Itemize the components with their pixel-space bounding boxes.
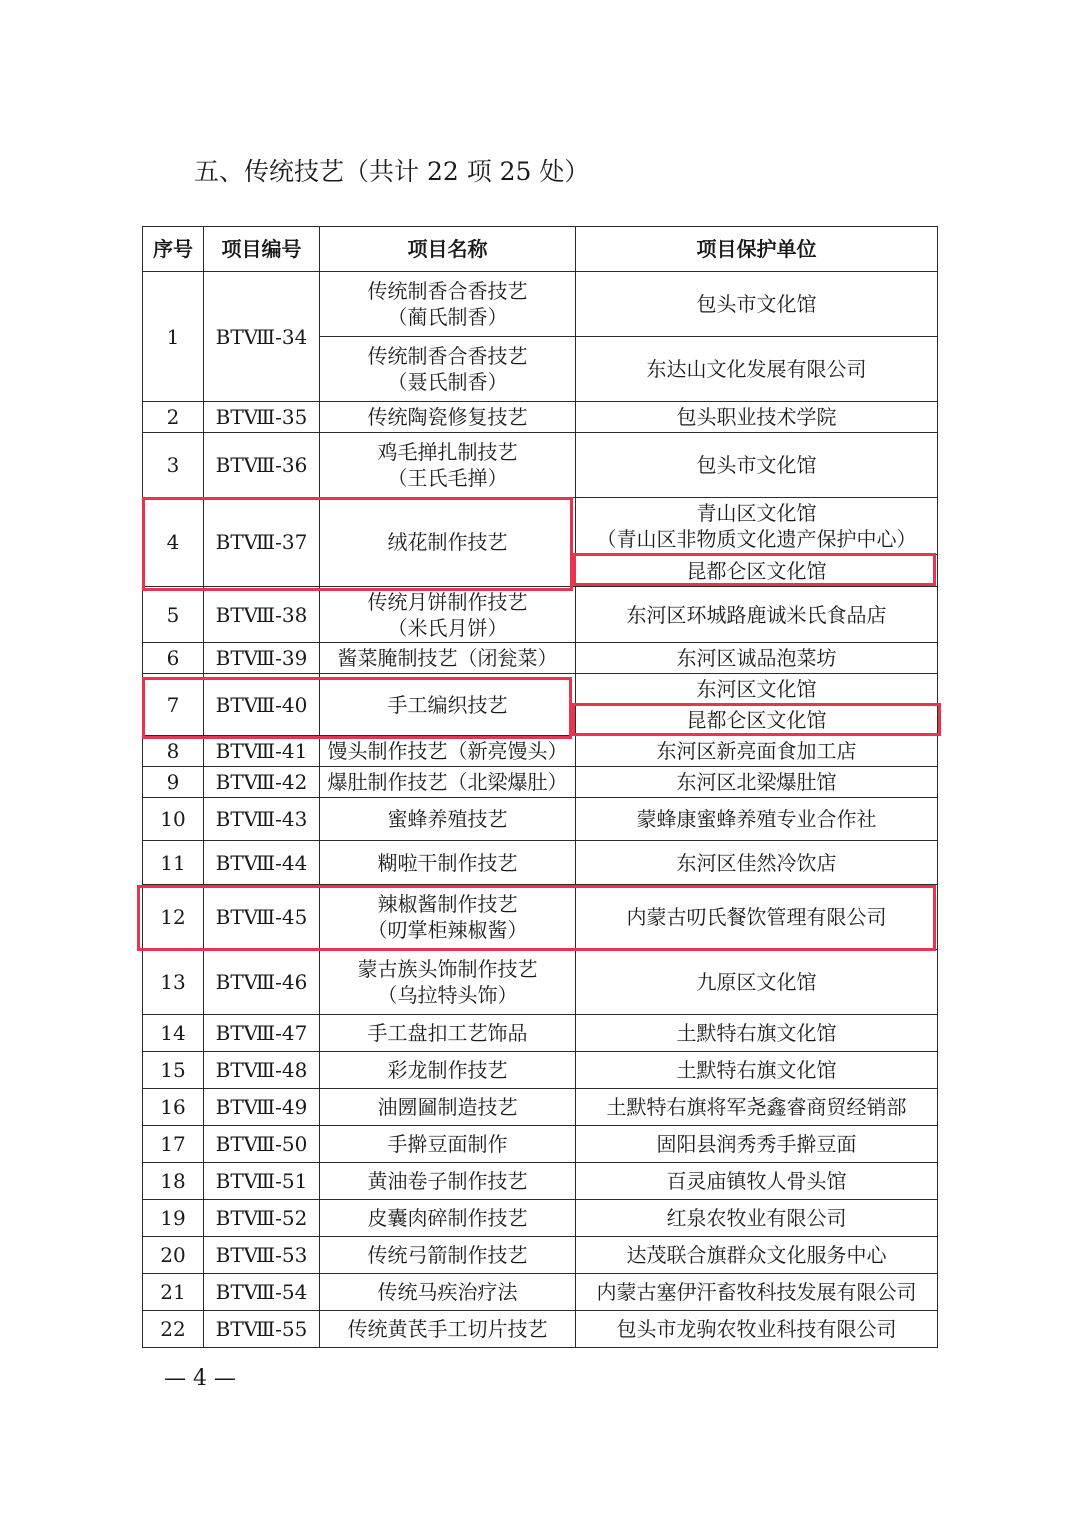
cell-name xyxy=(320,272,576,337)
cell-unit: 内蒙古叨氏餐饮管理有限公司 xyxy=(576,885,938,950)
cell-code: BTⅧ-45 xyxy=(204,885,320,950)
cell-name xyxy=(320,337,576,402)
table-row xyxy=(143,1089,938,1126)
cell-code: BTⅧ-48 xyxy=(204,1052,320,1089)
cell-seq: 10 xyxy=(143,798,204,841)
cell-name: 油圐圙制造技艺 xyxy=(320,1089,576,1126)
name-line: 传统制香合香技艺 xyxy=(367,279,528,303)
cell-name xyxy=(320,950,576,1015)
cell-code: BTⅧ-47 xyxy=(204,1015,320,1052)
cell-seq: 9 xyxy=(143,767,204,798)
cell-seq: 4 xyxy=(143,498,204,587)
cell-name: 馒头制作技艺（新亮馒头） xyxy=(320,736,576,767)
cell-name: 手工盘扣工艺饰品 xyxy=(320,1015,576,1052)
unit-line: （青山区非物质文化遗产保护中心） xyxy=(596,527,917,551)
cell-code: BTⅧ-53 xyxy=(204,1237,320,1274)
cell-name: 糊啦干制作技艺 xyxy=(320,841,576,885)
cell-unit: 昆都仑区文化馆 xyxy=(576,555,938,587)
cell-code: BTⅧ-50 xyxy=(204,1126,320,1163)
cell-seq: 15 xyxy=(143,1052,204,1089)
cell-name: 手擀豆面制作 xyxy=(320,1126,576,1163)
cell-code: BTⅧ-55 xyxy=(204,1311,320,1348)
cell-name xyxy=(320,885,576,950)
cell-seq: 20 xyxy=(143,1237,204,1274)
cell-seq: 18 xyxy=(143,1163,204,1200)
cell-seq: 5 xyxy=(143,587,204,643)
name-line: 传统月饼制作技艺 xyxy=(367,589,528,614)
cell-unit: 包头市文化馆 xyxy=(576,433,938,498)
name-line: （聂氏制香） xyxy=(387,370,508,394)
cell-seq: 13 xyxy=(143,950,204,1015)
cell-code: BTⅧ-49 xyxy=(204,1089,320,1126)
table-row xyxy=(143,1311,938,1348)
name-line: 鸡毛掸扎制技艺 xyxy=(377,440,518,464)
cell-seq: 22 xyxy=(143,1311,204,1348)
table-row xyxy=(143,1126,938,1163)
cell-name xyxy=(320,433,576,498)
cell-name: 蜜蜂养殖技艺 xyxy=(320,798,576,841)
cell-name: 爆肚制作技艺（北梁爆肚） xyxy=(320,767,576,798)
cell-unit: 土默特右旗将军尧鑫睿商贸经销部 xyxy=(576,1089,938,1126)
table-row xyxy=(143,767,938,798)
cell-code: BTⅧ-39 xyxy=(204,643,320,674)
cell-unit xyxy=(576,498,938,555)
cell-seq: 16 xyxy=(143,1089,204,1126)
cell-unit: 包头职业技术学院 xyxy=(576,402,938,433)
cell-code: BTⅧ-43 xyxy=(204,798,320,841)
cell-seq: 17 xyxy=(143,1126,204,1163)
cell-seq: 7 xyxy=(143,674,204,736)
cell-unit: 九原区文化馆 xyxy=(576,950,938,1015)
cell-seq: 11 xyxy=(143,841,204,885)
heritage-table xyxy=(142,226,938,1348)
cell-name: 传统陶瓷修复技艺 xyxy=(320,402,576,433)
unit-line: 青山区文化馆 xyxy=(696,501,817,525)
cell-unit: 东河区文化馆 xyxy=(576,674,938,705)
table-row xyxy=(143,1163,938,1200)
cell-unit: 包头市文化馆 xyxy=(576,272,938,337)
cell-unit: 东河区佳然冷饮店 xyxy=(576,841,938,885)
table-row xyxy=(143,272,938,337)
table-row xyxy=(143,674,938,705)
cell-code: BTⅧ-54 xyxy=(204,1274,320,1311)
cell-unit: 东达山文化发展有限公司 xyxy=(576,337,938,402)
table-row xyxy=(143,841,938,885)
cell-unit: 百灵庙镇牧人骨头馆 xyxy=(576,1163,938,1200)
cell-unit: 昆都仑区文化馆 xyxy=(576,705,938,736)
cell-unit: 固阳县润秀秀手擀豆面 xyxy=(576,1126,938,1163)
cell-name: 黄油卷子制作技艺 xyxy=(320,1163,576,1200)
cell-seq: 21 xyxy=(143,1274,204,1311)
cell-unit: 达茂联合旗群众文化服务中心 xyxy=(576,1237,938,1274)
cell-name: 绒花制作技艺 xyxy=(320,498,576,587)
cell-unit: 蒙蜂康蜜蜂养殖专业合作社 xyxy=(576,798,938,841)
table-row xyxy=(143,798,938,841)
table-header-row xyxy=(143,227,938,272)
header-unit: 项目保护单位 xyxy=(576,227,938,272)
cell-seq: 3 xyxy=(143,433,204,498)
cell-seq: 1 xyxy=(143,272,204,402)
cell-code: BTⅧ-41 xyxy=(204,736,320,767)
cell-name: 皮囊肉碎制作技艺 xyxy=(320,1200,576,1237)
table-row xyxy=(143,885,938,950)
cell-unit: 土默特右旗文化馆 xyxy=(576,1052,938,1089)
table-row xyxy=(143,950,938,1015)
name-line: （乌拉特头饰） xyxy=(377,983,518,1007)
cell-seq: 2 xyxy=(143,402,204,433)
cell-seq: 14 xyxy=(143,1015,204,1052)
cell-unit: 红泉农牧业有限公司 xyxy=(576,1200,938,1237)
cell-unit: 东河区新亮面食加工店 xyxy=(576,736,938,767)
name-line: （王氏毛掸） xyxy=(387,466,508,490)
name-line: 传统制香合香技艺 xyxy=(367,344,528,368)
cell-unit: 土默特右旗文化馆 xyxy=(576,1015,938,1052)
name-line: （叨掌柜辣椒酱） xyxy=(367,918,528,942)
cell-code: BTⅧ-35 xyxy=(204,402,320,433)
cell-name: 彩龙制作技艺 xyxy=(320,1052,576,1089)
cell-code: BTⅧ-52 xyxy=(204,1200,320,1237)
section-title: 五、传统技艺（共计 22 项 25 处） xyxy=(194,157,590,186)
cell-name: 手工编织技艺 xyxy=(320,674,576,736)
cell-code: BTⅧ-34 xyxy=(204,272,320,402)
cell-unit: 内蒙古塞伊汗畜牧科技发展有限公司 xyxy=(576,1274,938,1311)
cell-name: 传统马疾治疗法 xyxy=(320,1274,576,1311)
cell-code: BTⅧ-37 xyxy=(204,498,320,587)
cell-seq: 8 xyxy=(143,736,204,767)
cell-name: 传统弓箭制作技艺 xyxy=(320,1237,576,1274)
cell-name: 酱菜腌制技艺（闭瓮菜） xyxy=(320,643,576,674)
table-row xyxy=(143,1015,938,1052)
page-number: — 4 — xyxy=(164,1366,236,1391)
cell-seq: 12 xyxy=(143,885,204,950)
table-row xyxy=(143,1052,938,1089)
cell-unit: 东河区北梁爆肚馆 xyxy=(576,767,938,798)
cell-code: BTⅧ-38 xyxy=(204,587,320,643)
cell-name xyxy=(320,587,576,643)
table-row xyxy=(143,402,938,433)
cell-unit: 包头市龙驹农牧业科技有限公司 xyxy=(576,1311,938,1348)
table-row xyxy=(143,643,938,674)
table-row xyxy=(143,1237,938,1274)
cell-code: BTⅧ-36 xyxy=(204,433,320,498)
name-line: （蔺氏制香） xyxy=(387,305,508,329)
table-row xyxy=(143,736,938,767)
cell-unit: 东河区诚品泡菜坊 xyxy=(576,643,938,674)
cell-seq: 19 xyxy=(143,1200,204,1237)
name-line: （米氏月饼） xyxy=(387,615,508,640)
cell-code: BTⅧ-46 xyxy=(204,950,320,1015)
name-line: 蒙古族头饰制作技艺 xyxy=(357,957,538,981)
cell-code: BTⅧ-44 xyxy=(204,841,320,885)
cell-name: 传统黄芪手工切片技艺 xyxy=(320,1311,576,1348)
cell-unit: 东河区环城路鹿诚米氏食品店 xyxy=(576,587,938,643)
table-row xyxy=(143,498,938,555)
table-row xyxy=(143,1274,938,1311)
header-name: 项目名称 xyxy=(320,227,576,272)
header-seq: 序号 xyxy=(143,227,204,272)
cell-code: BTⅧ-51 xyxy=(204,1163,320,1200)
cell-code: BTⅧ-42 xyxy=(204,767,320,798)
table-row xyxy=(143,587,938,643)
cell-code: BTⅧ-40 xyxy=(204,674,320,736)
header-code: 项目编号 xyxy=(204,227,320,272)
table-row xyxy=(143,433,938,498)
table-row xyxy=(143,1200,938,1237)
cell-seq: 6 xyxy=(143,643,204,674)
name-line: 辣椒酱制作技艺 xyxy=(377,892,518,916)
